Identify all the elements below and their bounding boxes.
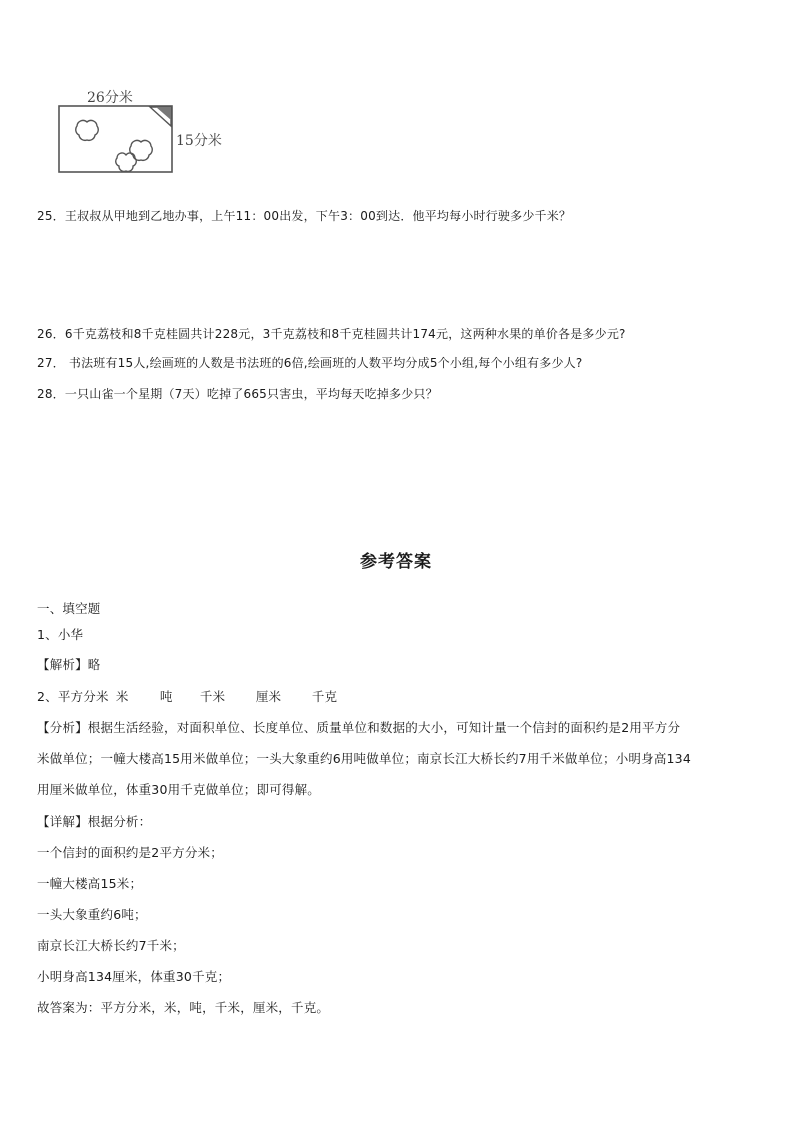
detail-heading: 【详解】根据分析： [37, 814, 152, 829]
question-27: 27． 书法班有15人,绘画班的人数是书法班的6倍,绘画班的人数平均分成5个小组,每个小组有多少人? [37, 356, 583, 370]
detail-line-2: 一幢大楼高15米； [37, 876, 143, 891]
answer-item-2 [37, 687, 337, 705]
answer-item-1-analysis: 【解析】略 [37, 657, 101, 672]
question-26: 26．6千克荔枝和8千克桂圆共计228元，3千克荔枝和8千克桂圆共计174元，这两种水果的单价各是多少元? [37, 327, 626, 341]
answer-item-1: 1、小华 [37, 627, 84, 642]
rectangle-diagram [55, 86, 245, 178]
analysis-line-1: 【分析】根据生活经验，对面积单位、长度单位、质量单位和数据的大小，可知计量一个信封的面积约是2用平方分 [37, 720, 681, 735]
flower-pattern-3 [130, 140, 153, 160]
figure-top-label: 26分米 [87, 90, 133, 106]
detail-line-4: 南京长江大桥长约7千米； [37, 938, 185, 953]
unit-1: 平方分米 [57, 689, 109, 704]
analysis-line-3: 用厘米做单位，体重30用千克做单位；即可得解。 [37, 782, 321, 797]
unit-5: 厘米 [255, 689, 282, 704]
section-heading-fill-blank: 一、填空题 [37, 601, 101, 616]
unit-4: 千米 [199, 689, 226, 704]
detail-line-3: 一头大象重约6吨； [37, 907, 147, 922]
unit-2: 米 [115, 689, 129, 704]
unit-6: 千克 [311, 689, 338, 704]
corner-triangle-fill [156, 107, 171, 120]
question-25: 25．王叔叔从甲地到乙地办事，上午11：00出发，下午3：00到达．他平均每小时行驶多少千米？ [37, 209, 572, 223]
unit-3: 吨 [159, 689, 173, 704]
answers-title: 参考答案 [360, 552, 432, 572]
rectangle-figure [55, 86, 245, 178]
detail-line-1: 一个信封的面积约是2平方分米； [37, 845, 223, 860]
flower-pattern-1 [76, 120, 99, 140]
detail-line-5: 小明身高134厘米，体重30千克； [37, 969, 231, 984]
analysis-line-2: 米做单位；一幢大楼高15用米做单位；一头大象重约6用吨做单位；南京长江大桥长约7用千米做单位；小明身高134 [37, 751, 691, 766]
question-28: 28．一只山雀一个星期（7天）吃掉了665只害虫，平均每天吃掉多少只？ [37, 387, 438, 401]
answer-item-2-prefix: 2、 [37, 689, 58, 704]
figure-side-label: 15分米 [176, 133, 222, 149]
detail-line-6: 故答案为：平方分米，米，吨，千米，厘米，千克。 [37, 1000, 330, 1015]
